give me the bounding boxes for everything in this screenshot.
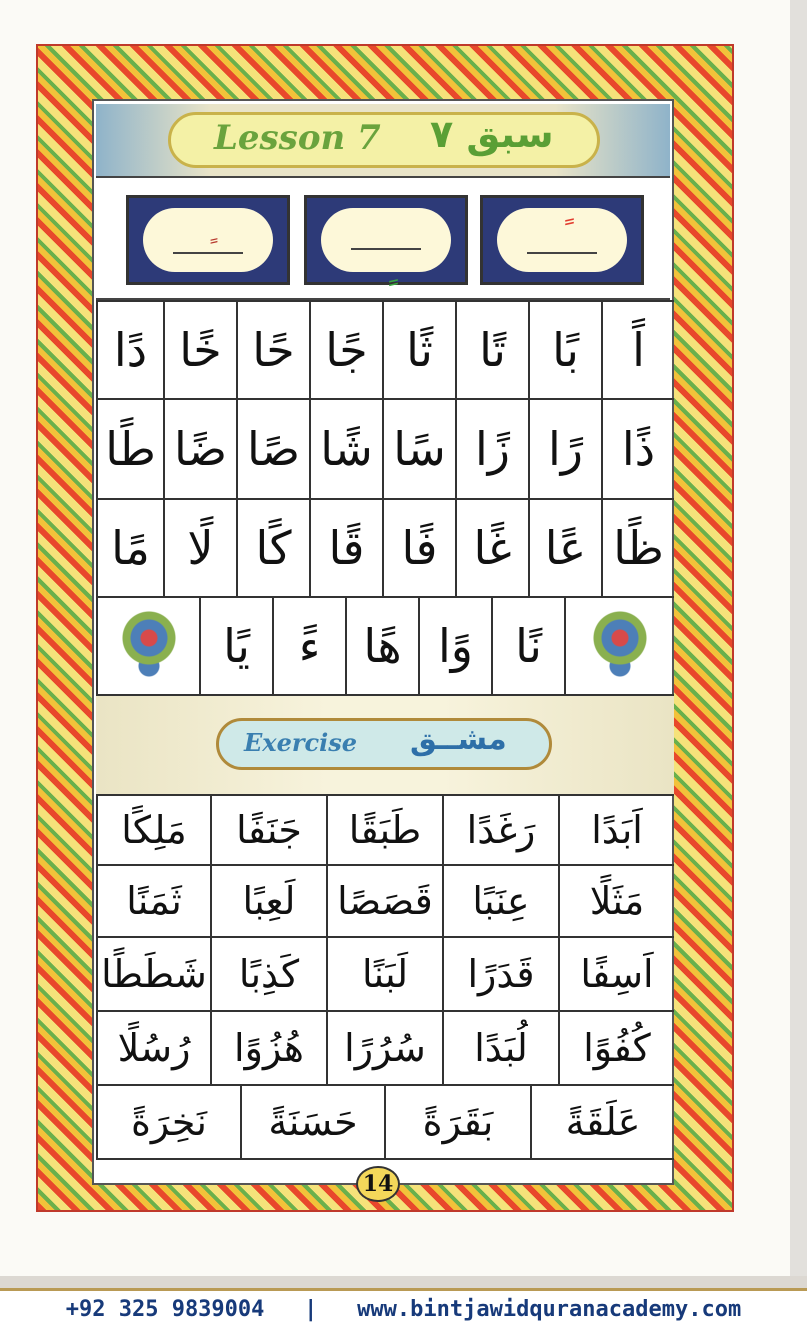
letter-cell: لًا bbox=[163, 500, 236, 596]
word-cell: سُرُرًا bbox=[326, 1012, 442, 1084]
letter-cell: مًا bbox=[96, 500, 163, 596]
letter-cell: رًا bbox=[528, 400, 601, 498]
word-cell: جَنَفًا bbox=[210, 796, 326, 864]
letter-cell: هًا bbox=[345, 598, 418, 694]
sign-box-fathatain bbox=[480, 195, 644, 285]
page-number: 14 bbox=[356, 1166, 400, 1202]
letter-row-3 bbox=[96, 498, 674, 596]
lesson-title-en: Lesson 7 bbox=[214, 118, 381, 158]
word-cell: لَعِبًا bbox=[210, 866, 326, 936]
letter-cell: قًا bbox=[309, 500, 382, 596]
word-cell: مَثَلًا bbox=[558, 866, 674, 936]
letter-row-2 bbox=[96, 398, 674, 498]
letter-cell: بًا bbox=[528, 302, 601, 398]
exercise-row-1 bbox=[96, 794, 674, 864]
letter-cell: ضًا bbox=[163, 400, 236, 498]
page-bottom-shadow bbox=[0, 1276, 807, 1288]
word-cell: شَطَطًا bbox=[96, 938, 210, 1010]
sign-box-kasratain bbox=[126, 195, 290, 285]
word-cell: اَسِفًا bbox=[558, 938, 674, 1010]
sign-box-kasratain-green bbox=[304, 195, 468, 285]
letter-cell: سًا bbox=[382, 400, 455, 498]
letter-cell: ظًا bbox=[601, 500, 674, 596]
exercise-title-ur: مشــق bbox=[410, 722, 507, 757]
word-cell: ثَمَنًا bbox=[96, 866, 210, 936]
word-cell: رُسُلًا bbox=[96, 1012, 210, 1084]
letter-cell: فًا bbox=[382, 500, 455, 596]
letter-cell: عًا bbox=[528, 500, 601, 596]
word-cell: لُبَدًا bbox=[442, 1012, 558, 1084]
lesson-title-ur: سبق ۷ bbox=[430, 112, 554, 156]
letter-cell: نًا bbox=[491, 598, 564, 694]
word-cell: كَذِبًا bbox=[210, 938, 326, 1010]
letter-cell: جًا bbox=[309, 302, 382, 398]
letter-cell: طًا bbox=[96, 400, 163, 498]
word-cell: قَصَصًا bbox=[326, 866, 442, 936]
letter-cell: ذًا bbox=[601, 400, 674, 498]
word-cell: هُزُوًا bbox=[210, 1012, 326, 1084]
letter-cell: تًا bbox=[455, 302, 528, 398]
footer-divider bbox=[0, 1288, 807, 1291]
letter-row-1 bbox=[96, 300, 674, 398]
word-cell: طَبَقًا bbox=[326, 796, 442, 864]
letter-cell: وًا bbox=[418, 598, 491, 694]
word-cell: بَقَرَةً bbox=[384, 1086, 530, 1158]
letter-cell: حًا bbox=[236, 302, 309, 398]
word-cell: عِنَبًا bbox=[442, 866, 558, 936]
letter-cell: كًا bbox=[236, 500, 309, 596]
ornament-cell bbox=[96, 598, 199, 694]
letter-row-4 bbox=[96, 596, 674, 694]
page-edge-shadow bbox=[790, 0, 807, 1290]
word-cell: رَغَدًا bbox=[442, 796, 558, 864]
exercise-row-3 bbox=[96, 936, 674, 1010]
word-cell: عَلَقَةً bbox=[530, 1086, 674, 1158]
footer-contact: +92 325 9839004 | www.bintjawidquranacademy.com bbox=[65, 1297, 742, 1322]
letter-cell: اً bbox=[601, 302, 674, 398]
letter-cell: شًا bbox=[309, 400, 382, 498]
letter-cell: يًا bbox=[199, 598, 272, 694]
letter-cell: زًا bbox=[455, 400, 528, 498]
letter-cell: غًا bbox=[455, 500, 528, 596]
exercise-title-en: Exercise bbox=[244, 728, 358, 757]
ornament-cell bbox=[564, 598, 674, 694]
floral-ornament-icon bbox=[592, 606, 648, 686]
exercise-row-4 bbox=[96, 1010, 674, 1084]
exercise-row-2 bbox=[96, 864, 674, 936]
word-cell: مَلِكًا bbox=[96, 796, 210, 864]
floral-ornament-icon bbox=[121, 606, 177, 686]
word-cell: لَبَنًا bbox=[326, 938, 442, 1010]
letter-cell: خًا bbox=[163, 302, 236, 398]
word-cell: نَخِرَةً bbox=[96, 1086, 240, 1158]
exercise-row-5 bbox=[96, 1084, 674, 1160]
word-cell: كُفُوًا bbox=[558, 1012, 674, 1084]
letter-cell: صًا bbox=[236, 400, 309, 498]
word-cell: حَسَنَةً bbox=[240, 1086, 384, 1158]
word-cell: اَبَدًا bbox=[558, 796, 674, 864]
letter-cell: ءً bbox=[272, 598, 345, 694]
letter-cell: ثًا bbox=[382, 302, 455, 398]
word-cell: قَدَرًا bbox=[442, 938, 558, 1010]
letter-cell: دًا bbox=[96, 302, 163, 398]
